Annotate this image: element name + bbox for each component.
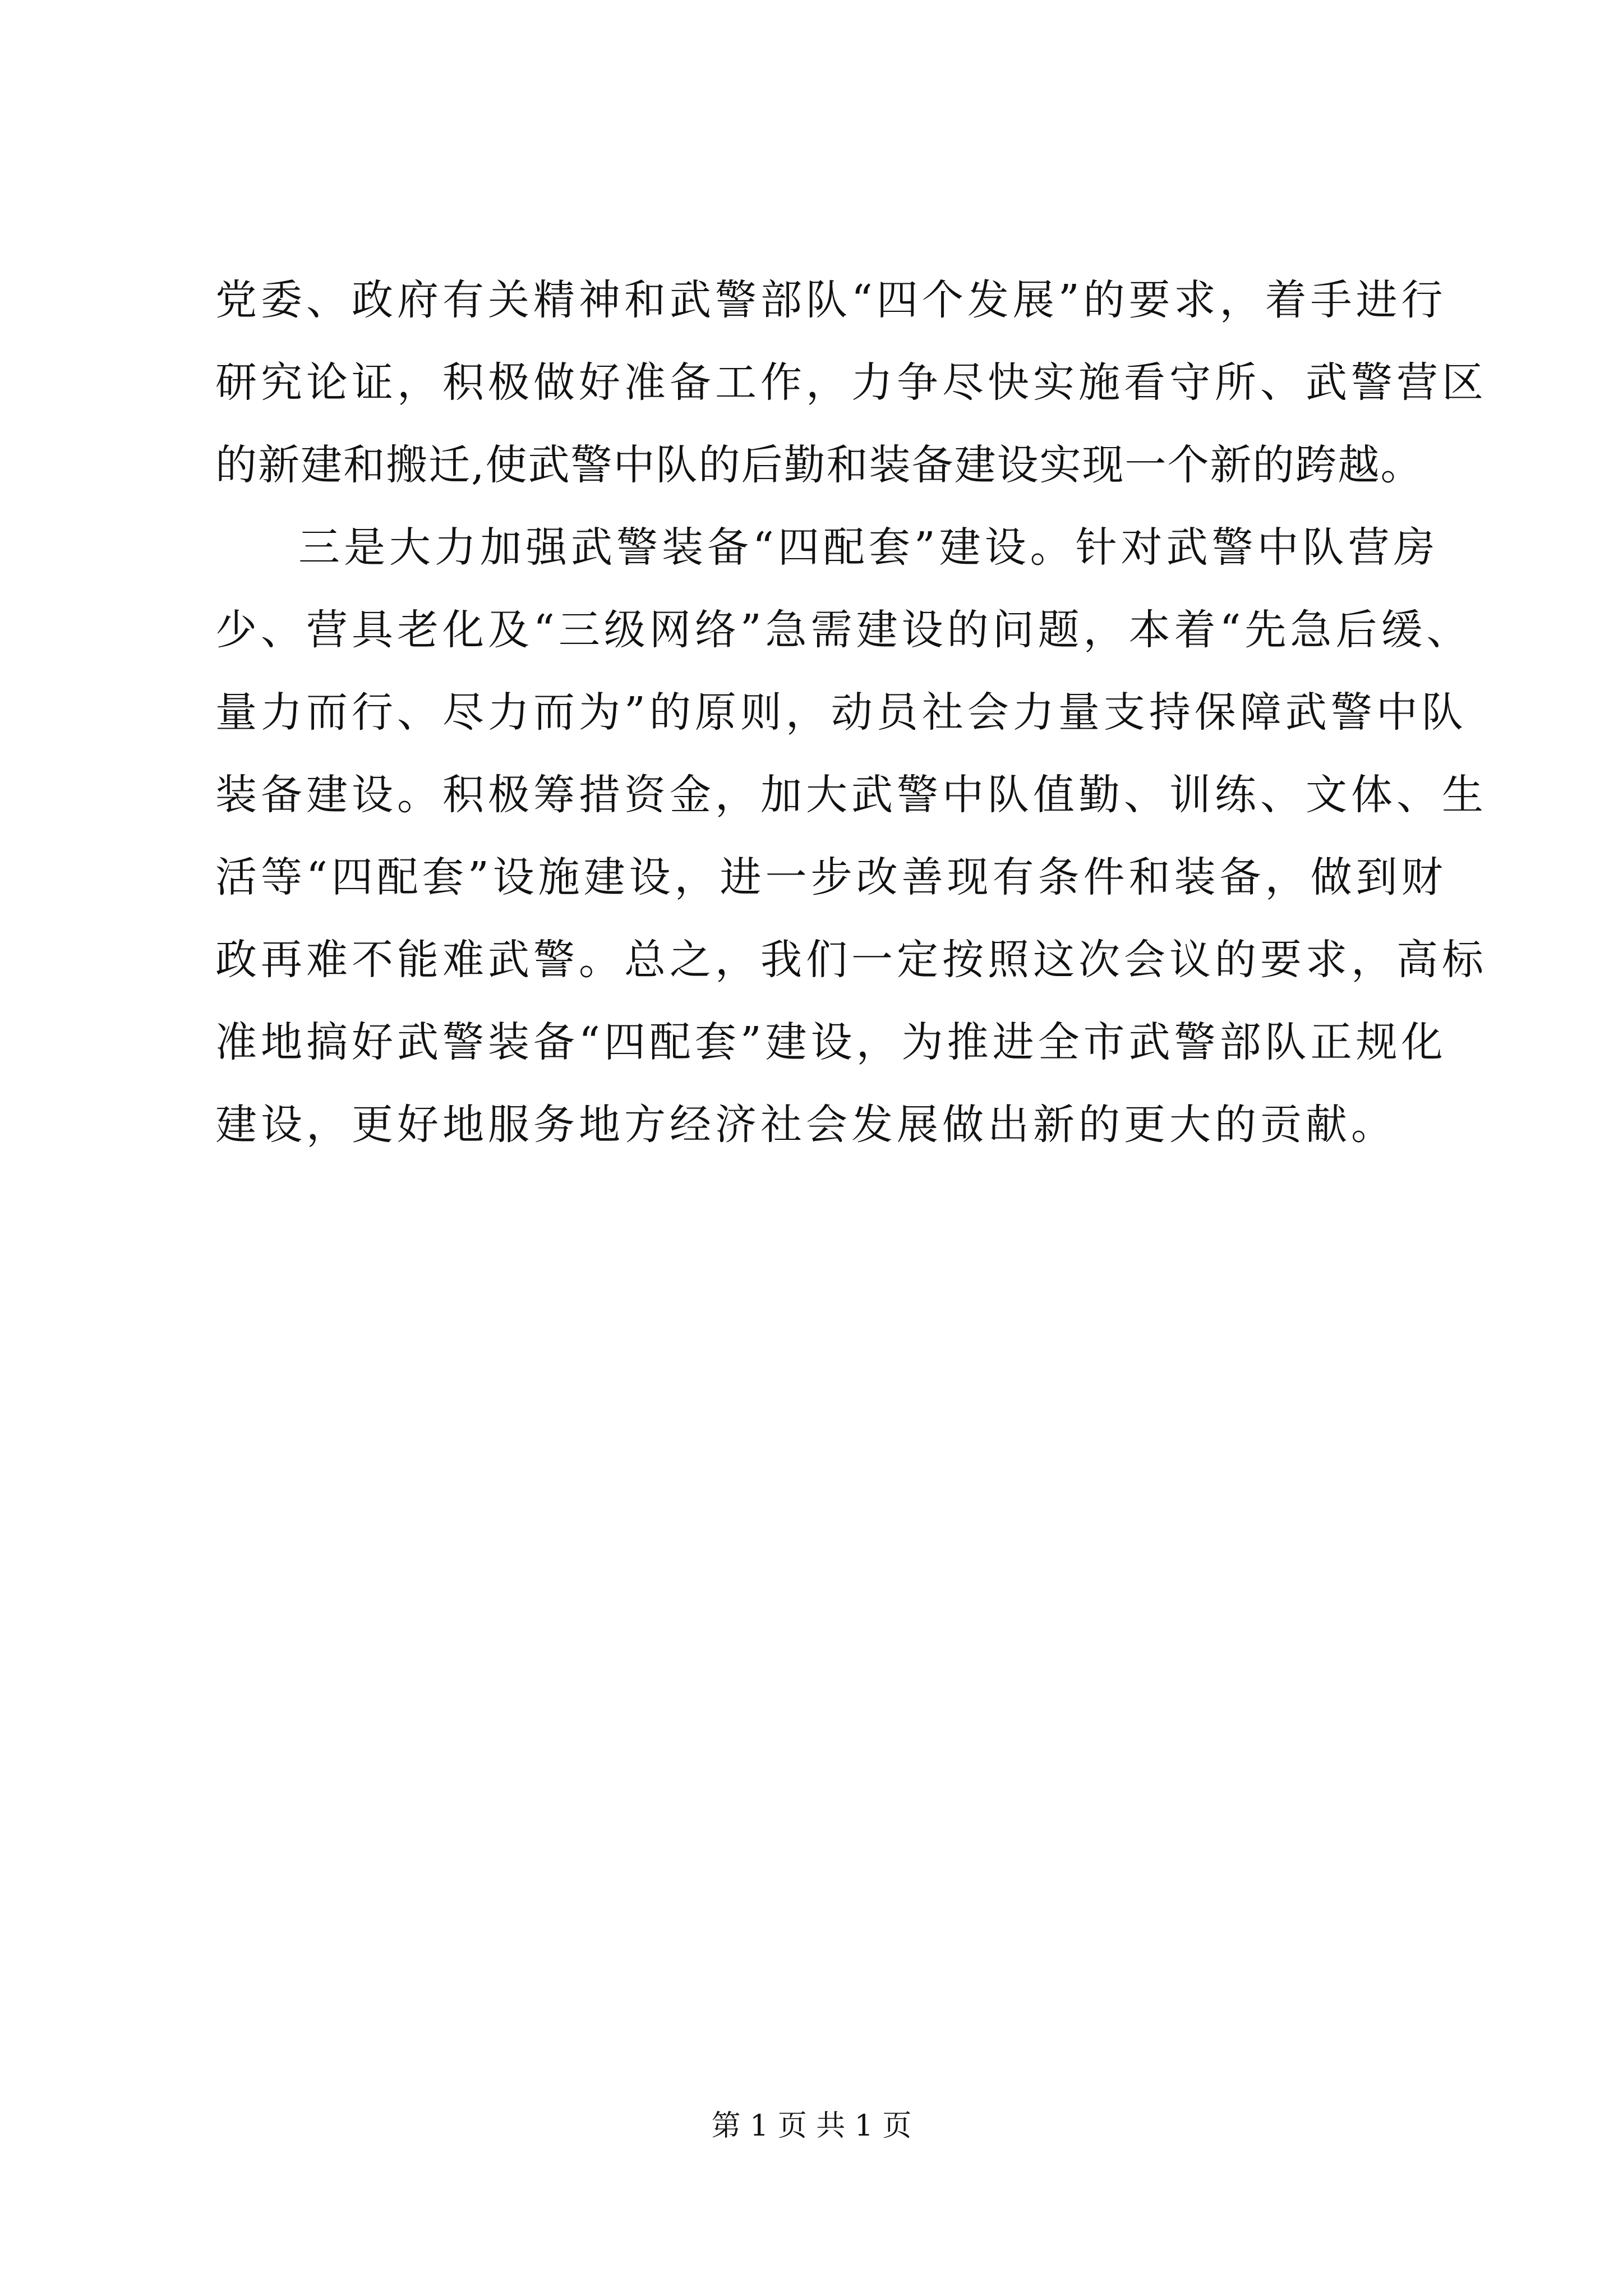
text-line: 少、营具老化及“三级网络”急需建设的问题，本着“先急后缓、: [215, 606, 1472, 654]
text-line: 装备建设。积极筹措资金，加大武警中队值勤、训练、文体、生: [215, 771, 1487, 819]
document-body: [215, 259, 1487, 1166]
text-line: 建设，更好地服务地方经济社会发展做出新的更大的贡献。: [215, 1101, 1396, 1149]
text-line: 研究论证，积极做好准备工作，力争尽快实施看守所、武警营区: [215, 358, 1487, 407]
text-line: 准地搞好武警装备“四配套”建设，为推进全市武警部队正规化: [215, 1018, 1447, 1066]
text-line: 的新建和搬迁,使武警中队的后勤和装备建设实现一个新的跨越。: [215, 441, 1423, 489]
text-line: 党委、政府有关精神和武警部队“四个发展”的要求，着手进行: [215, 276, 1447, 324]
paragraph-first-line: 三是大力加强武警装备“四配套”建设。针对武警中队营房: [298, 523, 1439, 572]
text-line: 政再难不能难武警。总之，我们一定按照这次会议的要求，高标: [215, 936, 1487, 984]
page-number-footer: 第 1 页 共 1 页: [711, 2109, 912, 2143]
text-line: 量力而行、尽力而为”的原则，动员社会力量支持保障武警中队: [215, 688, 1467, 737]
text-line: 活等“四配套”设施建设，进一步改善现有条件和装备，做到财: [215, 853, 1447, 901]
